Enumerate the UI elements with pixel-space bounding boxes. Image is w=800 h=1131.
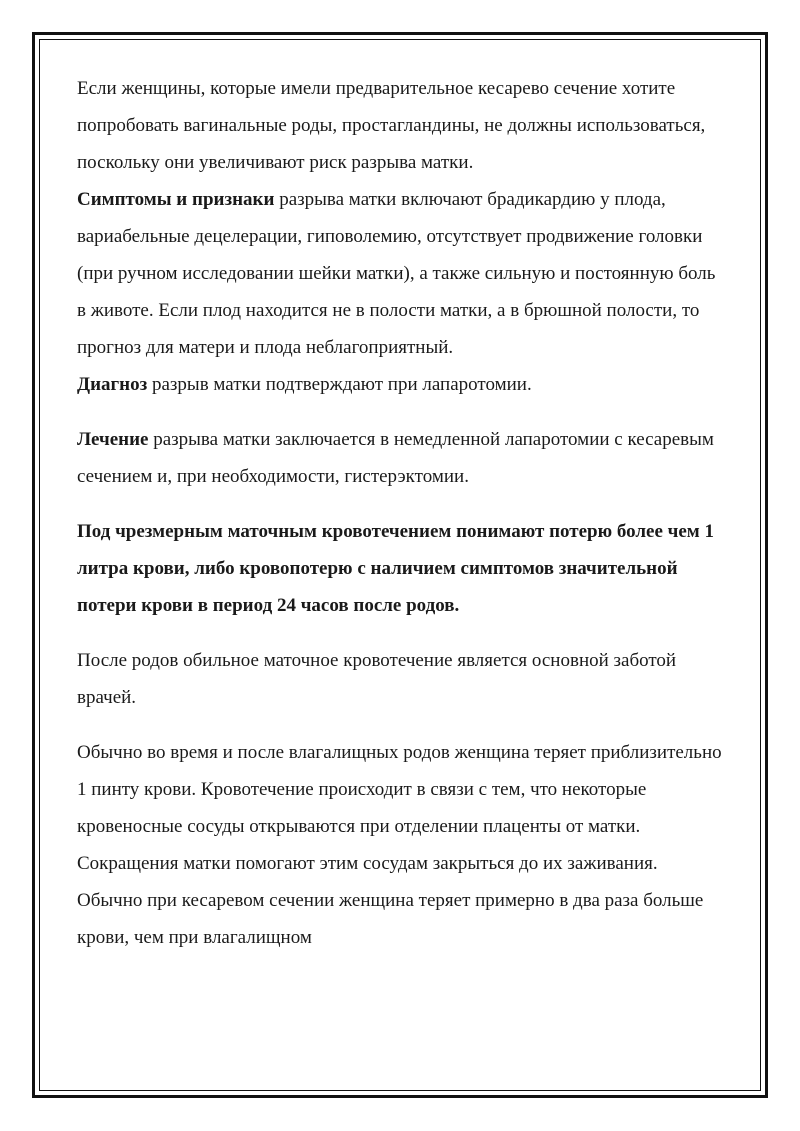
treatment-heading: Лечение — [77, 429, 149, 450]
diagnosis-heading: Диагноз — [77, 374, 148, 395]
paragraph-hemorrhage-definition: Под чрезмерным маточным кровотечением понимают потерю более чем 1 литра крови, либо кровопотерю с наличием симптомов значительной потери крови в период 24 часов после родов. — [77, 521, 714, 616]
paragraph-treatment — [77, 421, 727, 495]
diagnosis-text: разрыв матки подтверждают при лапаротомии. — [147, 374, 532, 395]
paragraph-postpartum-bleeding: После родов обильное маточное кровотечение является основной заботой врачей. — [77, 650, 677, 708]
paragraph-symptoms — [77, 181, 727, 366]
symptoms-heading: Симптомы и признаки — [77, 189, 275, 210]
treatment-text: разрыва матки заключается в немедленной лапаротомии с кесаревым сечением и, при необходимости, гистерэктомии. — [77, 429, 714, 487]
symptoms-text: разрыва матки включают брадикардию у плода, вариабельные децелерации, гиповолемию, отсутствует продвижение головки (при ручном исследовании шейки матки), а также сильную и постоянную боль в животе. Если плод находится не в полости матки, а в брюшной полости, то прогноз для матери и плода неблагоприятный. — [77, 189, 716, 358]
document-body — [77, 70, 727, 956]
paragraph-blood-loss: Обычно во время и после влагалищных родов женщина теряет приблизительно 1 пинту крови. Кровотечение происходит в связи с тем, что некоторые кровеносные сосуды открываются при отделении плаценты от матки. Сокращения матки помогают этим сосудам закрыться до их заживания. Обычно при кесаревом сечении женщина теряет примерно в два раза больше крови, чем при влагалищном — [77, 742, 722, 948]
paragraph-prior-cesarean: Если женщины, которые имели предварительное кесарево сечение хотите попробовать вагинальные роды, простагландины, не должны использоваться, поскольку они увеличивают риск разрыва матки. — [77, 78, 706, 173]
paragraph-diagnosis — [77, 366, 727, 403]
